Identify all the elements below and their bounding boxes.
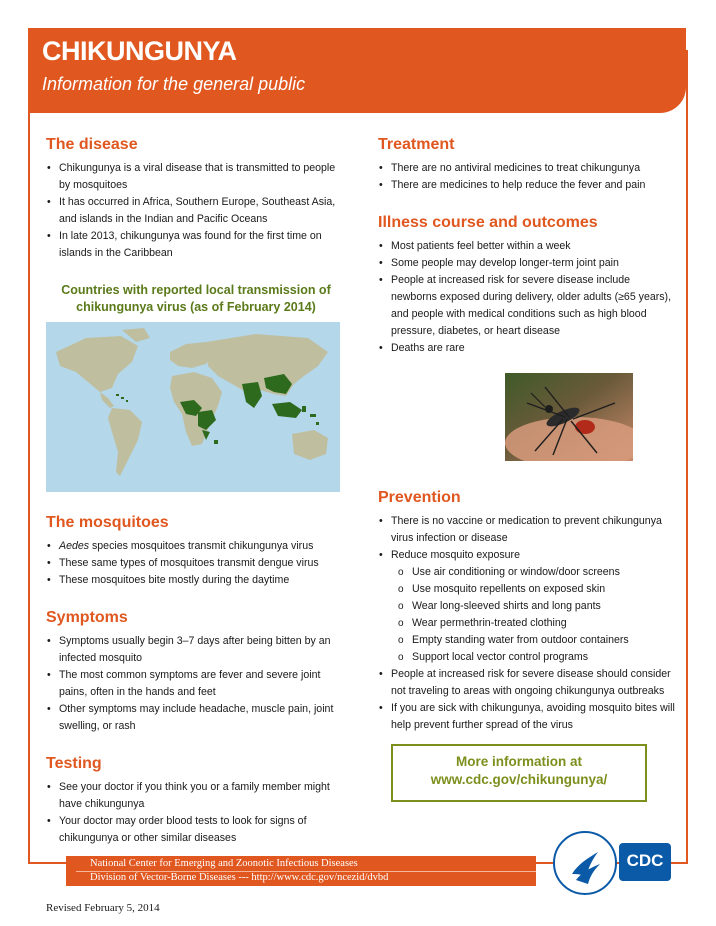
sub-list-item: o Wear long-sleeved shirts and long pants (378, 598, 678, 615)
list-item: • People at increased risk for severe disease include newborns exposed during delivery, older adults (≥65 years), and people with medical conditions such as high blood pressure, diabetes, or heart disease (378, 272, 678, 340)
section-treatment (378, 136, 678, 194)
left-column (46, 136, 346, 867)
header-banner (28, 28, 686, 113)
map-caption-line2: chikungunya virus (as of February 2014) (76, 300, 316, 314)
list-item: • Most patients feel better within a week (378, 238, 678, 255)
section-disease (46, 136, 346, 262)
list-item: • Reduce mosquito exposure (378, 547, 678, 564)
heading-testing: Testing (46, 755, 102, 772)
revised-date: Revised February 5, 2014 (46, 902, 160, 914)
heading-treatment: Treatment (378, 136, 455, 153)
sub-list-item: o Empty standing water from outdoor containers (378, 632, 678, 649)
list-item: • It has occurred in Africa, Southern Europe, Southeast Asia, and islands in the Indian and Pacific Oceans (46, 194, 346, 228)
mosquito-image (505, 373, 633, 461)
footer-division-url: Division of Vector-Borne Diseases --- http://www.cdc.gov/ncezid/dvbd (90, 872, 389, 883)
world-map (46, 322, 340, 492)
list-mosquitoes (46, 538, 346, 589)
list-item: • In late 2013, chikungunya was found for the first time on islands in the Caribbean (46, 228, 346, 262)
cdc-logo (619, 843, 671, 881)
list-item: • People at increased risk for severe disease should consider not traveling to areas with ongoing chikungunya outbreaks (378, 666, 678, 700)
list-item: • Deaths are rare (378, 340, 678, 357)
world-map-image (46, 322, 340, 492)
list-item: • Some people may develop longer-term joint pain (378, 255, 678, 272)
section-prevention (378, 489, 678, 734)
list-item: • See your doctor if you think you or a family member might have chikungunya (46, 779, 346, 813)
list-item: • These same types of mosquitoes transmit dengue virus (46, 555, 346, 572)
section-mosquitoes (46, 514, 346, 589)
hhs-seal-icon (552, 830, 618, 896)
list-item-text: species mosquitoes transmit chikungunya virus (89, 540, 314, 552)
heading-mosquitoes: The mosquitoes (46, 514, 169, 531)
list-course (378, 238, 678, 357)
section-course (378, 214, 678, 357)
list-prevention (378, 513, 678, 734)
list-item: • These mosquitoes bite mostly during the daytime (46, 572, 346, 589)
heading-symptoms: Symptoms (46, 609, 128, 626)
section-symptoms (46, 609, 346, 735)
footer-center-name: National Center for Emerging and Zoonotic Infectious Diseases (90, 858, 358, 869)
list-item: • Your doctor may order blood tests to look for signs of chikungunya or other similar diseases (46, 813, 346, 847)
heading-prevention: Prevention (378, 489, 461, 506)
list-disease (46, 160, 346, 262)
italic-genus: Aedes (59, 540, 90, 552)
sub-list-item: o Wear permethrin-treated clothing (378, 615, 678, 632)
section-testing (46, 755, 346, 847)
heading-course: Illness course and outcomes (378, 214, 598, 231)
list-item: • If you are sick with chikungunya, avoiding mosquito bites will help prevent further spread of the virus (378, 700, 678, 734)
list-item: • Symptoms usually begin 3–7 days after being bitten by an infected mosquito (46, 633, 346, 667)
list-item: • There is no vaccine or medication to prevent chikungunya virus infection or disease (378, 513, 678, 547)
more-info-link[interactable]: www.cdc.gov/chikungunya/ (430, 772, 608, 787)
mosquito-photo (505, 373, 633, 461)
list-item (46, 538, 346, 555)
list-item: • Other symptoms may include headache, muscle pain, joint swelling, or rash (46, 701, 346, 735)
map-caption (46, 282, 346, 316)
footer-bar (66, 856, 536, 886)
more-info-box (391, 744, 647, 802)
more-info-label: More information at (455, 754, 582, 769)
sub-list-item: o Use mosquito repellents on exposed skin (378, 581, 678, 598)
list-item: • Chikungunya is a viral disease that is transmitted to people by mosquitoes (46, 160, 346, 194)
list-item: • There are medicines to help reduce the fever and pain (378, 177, 678, 194)
sub-list-item: o Use air conditioning or window/door screens (378, 564, 678, 581)
list-item: • There are no antiviral medicines to treat chikungunya (378, 160, 678, 177)
list-symptoms (46, 633, 346, 735)
sub-list-item: o Support local vector control programs (378, 649, 678, 666)
cdc-logo-text: CDC (626, 851, 664, 870)
page-subtitle: Information for the general public (42, 74, 306, 94)
map-caption-line1: Countries with reported local transmission of (61, 283, 331, 297)
heading-disease: The disease (46, 136, 138, 153)
list-treatment (378, 160, 678, 194)
page-title: CHIKUNGUNYA (42, 36, 237, 66)
list-testing (46, 779, 346, 847)
list-item: • The most common symptoms are fever and severe joint pains, often in the hands and feet (46, 667, 346, 701)
